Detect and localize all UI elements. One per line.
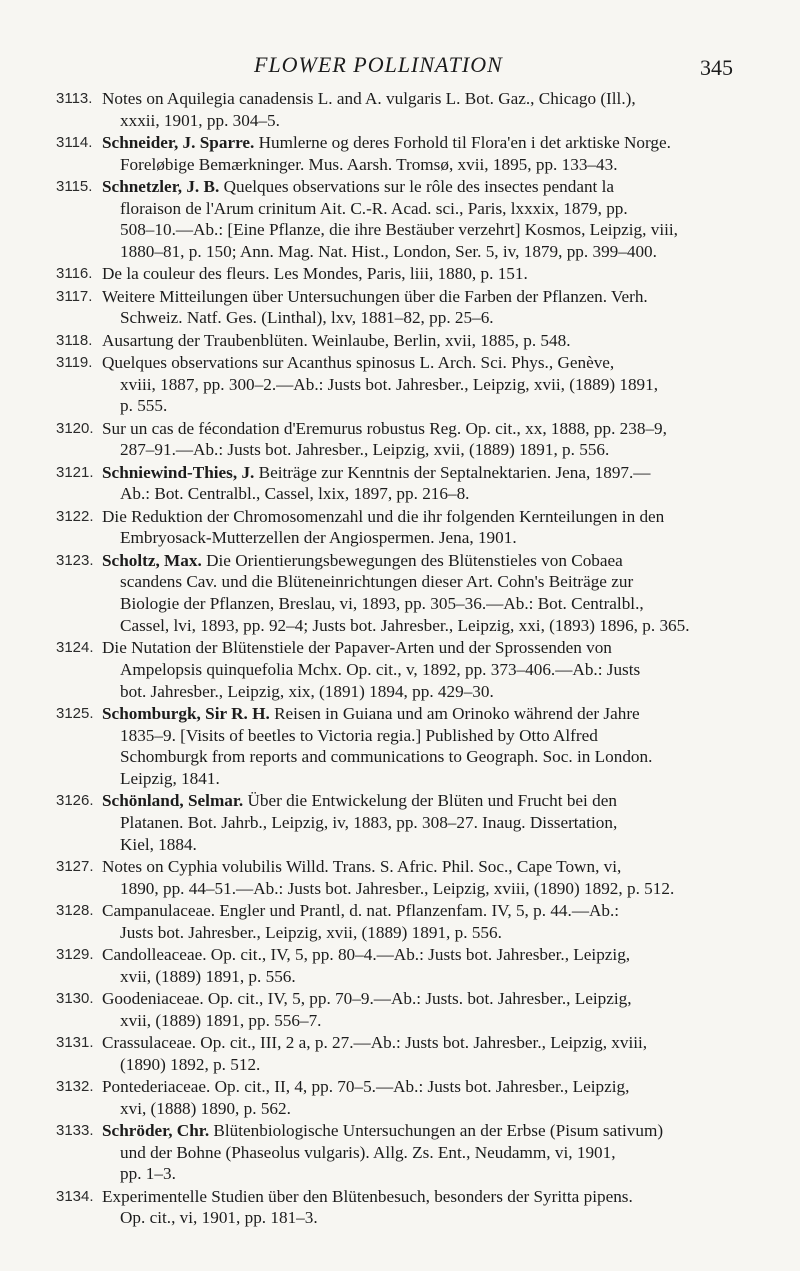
- author-name: Scholtz, Max.: [102, 550, 202, 570]
- entry-text-line: und der Bohne (Phaseolus vulgaris). Allg. Zs. Ent., Neudamm, vi, 1901,: [120, 1142, 616, 1162]
- entry-text-line: 287–91.—Ab.: Justs bot. Jahresber., Leipzig, xvii, (1889) 1891, p. 556.: [120, 440, 610, 460]
- entry-text-line: bot. Jahresber., Leipzig, xix, (1891) 1894, pp. 429–30.: [120, 681, 494, 701]
- bibliography-entry: [56, 88, 756, 131]
- entry-text-line: Schomburgk from reports and communications to Geograph. Soc. in London.: [120, 747, 653, 767]
- entry-number: 3134.: [56, 1187, 94, 1205]
- bibliography-entry: [56, 132, 756, 175]
- bibliography-entry: [56, 1032, 756, 1075]
- entry-text-line: Kiel, 1884.: [120, 834, 197, 854]
- entry-number: 3122.: [56, 507, 94, 525]
- bibliography-entry: [56, 506, 756, 549]
- entry-text-line: floraison de l'Arum crinitum Ait. C.-R. Acad. sci., Paris, lxxxix, 1879, pp.: [120, 198, 628, 218]
- author-name: Schönland, Selmar.: [102, 791, 244, 811]
- entry-text-line: 1890, pp. 44–51.—Ab.: Justs bot. Jahresber., Leipzig, xviii, (1890) 1892, p. 512.: [120, 878, 675, 898]
- entry-text-line: Op. cit., vi, 1901, pp. 181–3.: [120, 1208, 318, 1228]
- bibliography-entry: [56, 176, 756, 263]
- entry-text-line: (1890) 1892, p. 512.: [120, 1054, 261, 1074]
- entry-text-line: Notes on Aquilegia canadensis L. and A. vulgaris L. Bot. Gaz., Chicago (Ill.),: [102, 89, 636, 108]
- entry-number: 3132.: [56, 1077, 94, 1095]
- entry-number: 3118.: [56, 331, 93, 349]
- entry-text-line: p. 555.: [120, 396, 168, 416]
- entry-text-line: 508–10.—Ab.: [Eine Pflanze, die ihre Bestäuber verzehrt] Kosmos, Leipzig, viii,: [120, 220, 678, 240]
- bibliography-entry: [56, 637, 756, 702]
- entry-number: 3117.: [56, 287, 93, 305]
- bibliography-entry: [56, 703, 756, 790]
- entry-text-line: Quelques observations sur Acanthus spinosus L. Arch. Sci. Phys., Genève,: [102, 353, 615, 372]
- bibliography-entry: [56, 1076, 756, 1119]
- author-name: Schnetzler, J. B.: [102, 177, 220, 196]
- entry-text-line: Platanen. Bot. Jahrb., Leipzig, iv, 1883, pp. 308–27. Inaug. Dissertation,: [120, 812, 618, 832]
- entry-number: 3114.: [56, 134, 93, 151]
- entry-text-line: Schönland, Selmar. Über die Entwickelung der Blüten und Frucht bei den: [102, 791, 617, 811]
- entry-number: 3113.: [56, 90, 93, 107]
- bibliography-entry: [56, 944, 756, 987]
- entry-text-line: Sur un cas de fécondation d'Eremurus robustus Reg. Op. cit., xx, 1888, pp. 238–9,: [102, 418, 667, 438]
- entry-text-line: Schröder, Chr. Blütenbiologische Untersuchungen an der Erbse (Pisum sativum): [102, 1120, 664, 1140]
- entry-text-line: De la couleur des fleurs. Les Mondes, Paris, liii, 1880, p. 151.: [102, 264, 528, 284]
- entry-text-line: Crassulaceae. Op. cit., III, 2 a, p. 27.—Ab.: Justs bot. Jahresber., Leipzig, xviii,: [102, 1032, 648, 1052]
- entry-number: 3124.: [56, 639, 94, 657]
- entry-text-line: Candolleaceae. Op. cit., IV, 5, pp. 80–4.—Ab.: Justs bot. Jahresber., Leipzig,: [102, 944, 631, 964]
- entry-number: 3129.: [56, 945, 94, 963]
- entry-text-line: Schomburgk, Sir R. H. Reisen in Guiana und am Orinoko während der Jahre: [102, 703, 640, 723]
- entry-text-line: 1880–81, p. 150; Ann. Mag. Nat. Hist., London, Ser. 5, iv, 1879, pp. 399–400.: [120, 242, 657, 262]
- bibliography-entry: [56, 330, 756, 352]
- entry-text-line: Ampelopsis quinquefolia Mchx. Op. cit., v, 1892, pp. 373–406.—Ab.: Justs: [120, 659, 641, 679]
- entry-text-line: xvii, (1889) 1891, p. 556.: [120, 966, 296, 986]
- bibliography-entry: [56, 856, 756, 899]
- entry-number: 3125.: [56, 704, 94, 722]
- entry-number: 3128.: [56, 901, 94, 919]
- entry-text-line: Pontederiaceae. Op. cit., II, 4, pp. 70–5.—Ab.: Justs bot. Jahresber., Leipzig,: [102, 1076, 630, 1096]
- entry-number: 3116.: [56, 265, 93, 283]
- running-title: FLOWER POLLINATION: [254, 52, 503, 77]
- entry-text-line: Notes on Cyphia volubilis Willd. Trans. S. Afric. Phil. Soc., Cape Town, vi,: [102, 856, 622, 876]
- entry-number: 3127.: [56, 857, 94, 875]
- bibliography-entry: [56, 462, 756, 505]
- entry-text-line: Schneider, J. Sparre. Humlerne og deres Forhold til Flora'en i det arktiske Norge.: [102, 133, 671, 152]
- entry-text-line: Goodeniaceae. Op. cit., IV, 5, pp. 70–9.—Ab.: Justs. bot. Jahresber., Leipzig,: [102, 988, 632, 1008]
- page-header: [0, 52, 800, 92]
- entry-text-line: Die Nutation der Blütenstiele der Papaver-Arten und der Sprossenden von: [102, 638, 612, 658]
- entry-text-line: Weitere Mitteilungen über Untersuchungen über die Farben der Pflanzen. Verh.: [102, 286, 648, 306]
- entry-number: 3115.: [56, 178, 93, 195]
- entry-text-line: Ausartung der Traubenblüten. Weinlaube, Berlin, xvii, 1885, p. 548.: [102, 330, 571, 350]
- bibliography-entry: [56, 1120, 756, 1185]
- entry-text-line: Campanulaceae. Engler und Prantl, d. nat. Pflanzenfam. IV, 5, p. 44.—Ab.:: [102, 900, 620, 920]
- entry-text-line: Schweiz. Natf. Ges. (Linthal), lxv, 1881–82, pp. 25–6.: [120, 308, 494, 328]
- bibliography-entry: [56, 988, 756, 1031]
- bibliography-entry: [56, 286, 756, 329]
- entry-number: 3119.: [56, 354, 93, 371]
- entry-text-line: xvi, (1888) 1890, p. 562.: [120, 1098, 291, 1118]
- entry-text-line: xxxii, 1901, pp. 304–5.: [120, 110, 280, 130]
- author-name: Schniewind-Thies, J.: [102, 462, 255, 482]
- entry-text-line: xviii, 1887, pp. 300–2.—Ab.: Justs bot. Jahresber., Leipzig, xvii, (1889) 1891,: [120, 374, 659, 394]
- entry-text-line: Justs bot. Jahresber., Leipzig, xvii, (1889) 1891, p. 556.: [120, 922, 502, 942]
- bibliography-entry: [56, 352, 756, 417]
- author-name: Schomburgk, Sir R. H.: [102, 703, 270, 723]
- bibliography-entry: [56, 550, 756, 637]
- author-name: Schröder, Chr.: [102, 1120, 210, 1140]
- entry-text-line: pp. 1–3.: [120, 1164, 176, 1184]
- entry-number: 3123.: [56, 551, 94, 569]
- entry-text-line: Biologie der Pflanzen, Breslau, vi, 1893, pp. 305–36.—Ab.: Bot. Centralbl.,: [120, 594, 644, 614]
- entry-text-line: Foreløbige Bemærkninger. Mus. Aarsh. Tromsø, xvii, 1895, pp. 133–43.: [120, 154, 618, 174]
- entry-text-line: Schnetzler, J. B. Quelques observations sur le rôle des insectes pendant la: [102, 177, 615, 196]
- entry-number: 3120.: [56, 419, 94, 437]
- entry-text-line: Embryosack-Mutterzellen der Angiospermen. Jena, 1901.: [120, 528, 517, 548]
- page-number: 345: [700, 55, 733, 80]
- entry-text-line: scandens Cav. und die Blüteneinrichtungen dieser Art. Cohn's Beiträge zur: [120, 572, 634, 592]
- entry-number: 3121.: [56, 463, 94, 481]
- author-name: Schneider, J. Sparre.: [102, 133, 255, 152]
- bibliography-entry: [56, 900, 756, 943]
- bibliography-entry: [56, 1186, 756, 1229]
- entry-number: 3131.: [56, 1033, 94, 1051]
- entry-number: 3130.: [56, 989, 94, 1007]
- entry-text-line: Scholtz, Max. Die Orientierungsbewegungen des Blütenstieles von Cobaea: [102, 550, 623, 570]
- entry-text-line: xvii, (1889) 1891, pp. 556–7.: [120, 1010, 322, 1030]
- entry-text-line: Leipzig, 1841.: [120, 768, 220, 788]
- bibliography-entry: [56, 790, 756, 855]
- entry-text-line: 1835–9. [Visits of beetles to Victoria regia.] Published by Otto Alfred: [120, 725, 598, 745]
- entry-text-line: Die Reduktion der Chromosomenzahl und die ihr folgenden Kernteilungen in den: [102, 506, 665, 526]
- bibliography-entry: [56, 263, 756, 285]
- entry-text-line: Ab.: Bot. Centralbl., Cassel, lxix, 1897, pp. 216–8.: [120, 484, 470, 504]
- entry-text-line: Cassel, lvi, 1893, pp. 92–4; Justs bot. Jahresber., Leipzig, xxi, (1893) 1896, p. 365.: [120, 615, 690, 635]
- entry-text-line: Schniewind-Thies, J. Beiträge zur Kenntnis der Septalnektarien. Jena, 1897.—: [102, 462, 651, 482]
- entry-number: 3133.: [56, 1121, 94, 1139]
- entry-text-line: Experimentelle Studien über den Blütenbesuch, besonders der Syritta pipens.: [102, 1186, 633, 1206]
- bibliography-list: [56, 88, 756, 1230]
- bibliography-entry: [56, 418, 756, 461]
- entry-number: 3126.: [56, 792, 94, 810]
